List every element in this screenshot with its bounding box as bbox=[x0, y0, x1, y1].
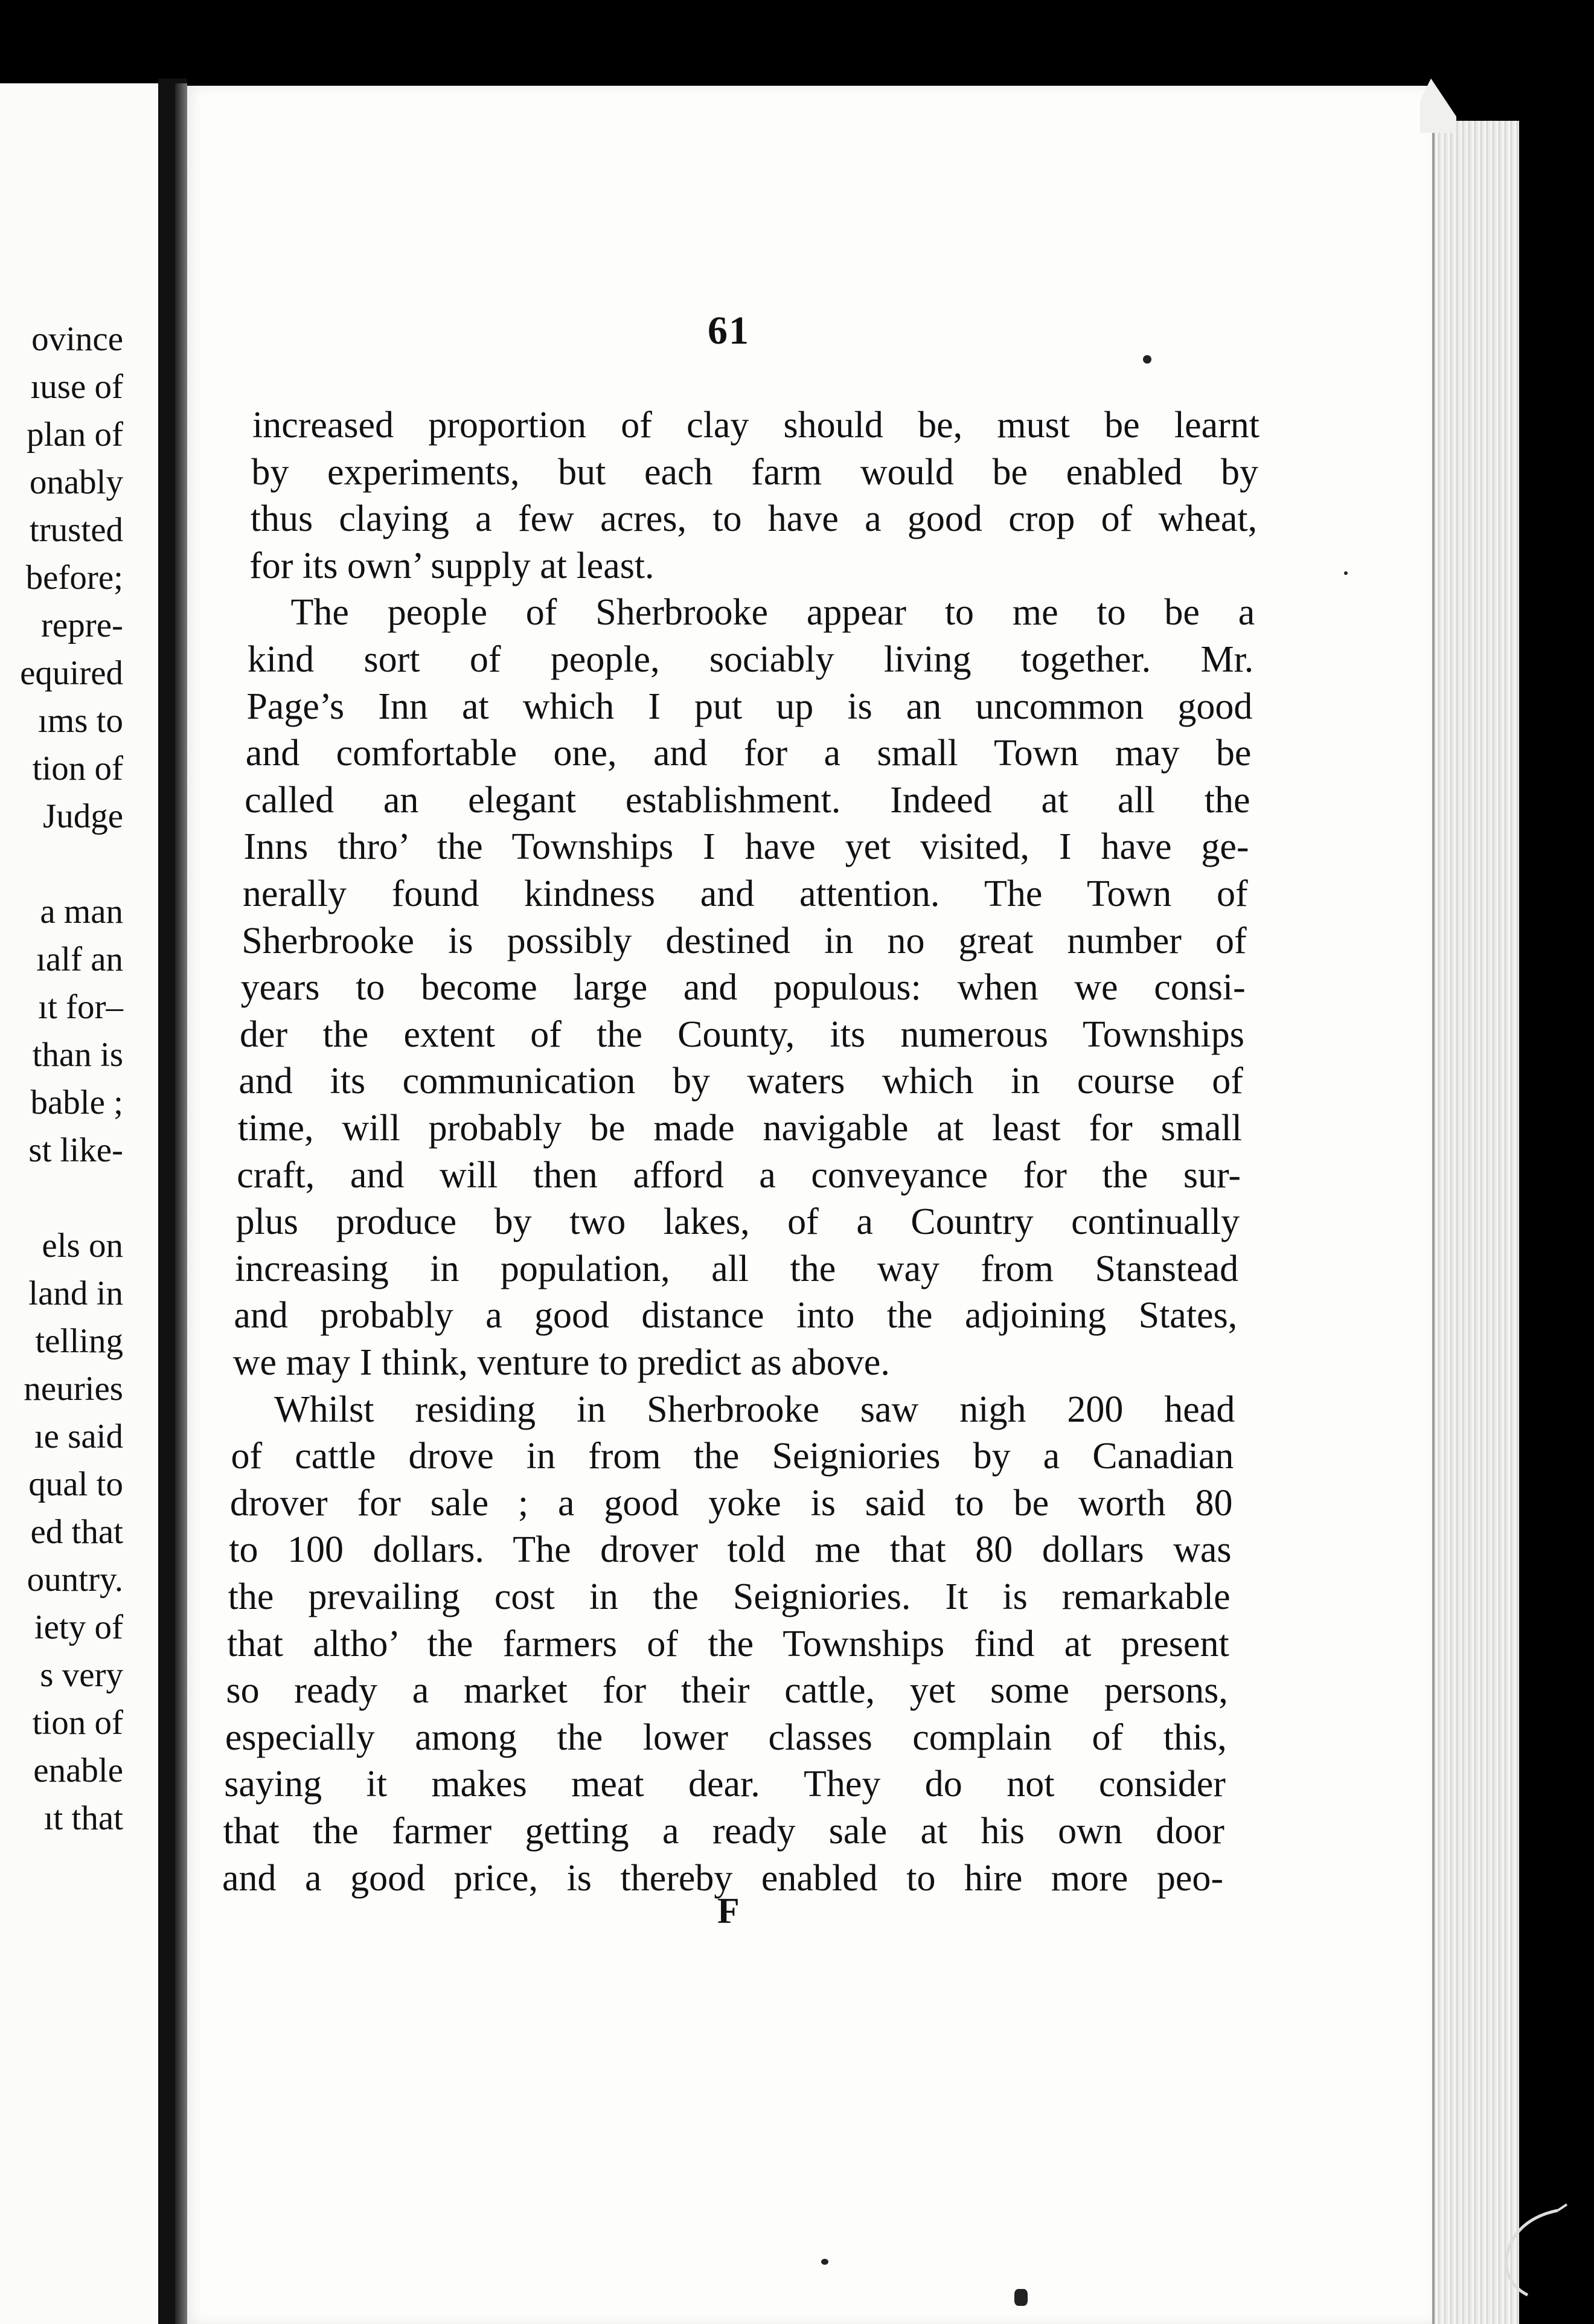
left-page-line: neuries bbox=[24, 1370, 123, 1408]
left-page-line: ovince bbox=[31, 320, 123, 358]
left-page-line: trusted bbox=[29, 511, 123, 549]
body-text-line: Whilst residing in Sherbrooke saw nigh 200 head bbox=[274, 1388, 1235, 1430]
ink-speck bbox=[821, 2259, 828, 2265]
body-text-line: increased proportion of clay should be, must be learnt bbox=[252, 405, 1260, 446]
left-page-line: ıms to bbox=[38, 702, 123, 740]
page-edges bbox=[1432, 121, 1519, 2324]
left-page-line: than is bbox=[32, 1036, 123, 1074]
left-page-line: telling bbox=[35, 1322, 123, 1360]
body-text-line: called an elegant establishment. Indeed at all the bbox=[245, 779, 1250, 821]
left-page-line: els on bbox=[42, 1227, 123, 1265]
left-page-line: qual to bbox=[28, 1465, 123, 1503]
gutter-shadow bbox=[175, 83, 187, 2324]
ink-speck bbox=[1344, 571, 1348, 575]
left-page-line: repre- bbox=[40, 606, 123, 644]
left-page-line: tion of bbox=[32, 750, 123, 788]
body-text-line: increasing in population, all the way from Stanstead bbox=[234, 1248, 1239, 1289]
left-page-line: st like- bbox=[28, 1131, 123, 1169]
body-text-line: The people of Sherbrooke appear to me to be a bbox=[290, 592, 1255, 634]
left-page-line: equired bbox=[20, 654, 123, 692]
ink-speck bbox=[1143, 355, 1151, 364]
body-text-line: the prevailing cost in the Seigniories. It is remarkable bbox=[228, 1576, 1231, 1617]
body-text-line: Inns thro’ the Townships I have yet visited, I have ge- bbox=[243, 826, 1249, 868]
left-page-line: a man bbox=[40, 893, 123, 931]
left-page-line: before; bbox=[25, 559, 123, 597]
body-text-line: Sherbrooke is possibly destined in no great number of bbox=[242, 920, 1247, 961]
body-text-line: time, will probably be made navigable at least for small bbox=[237, 1108, 1242, 1149]
left-page-line: bable ; bbox=[30, 1083, 123, 1122]
body-text-line: and its communication by waters which in course of bbox=[238, 1061, 1243, 1102]
body-text-line: drover for sale ; a good yoke is said to be worth 80 bbox=[229, 1482, 1233, 1524]
left-page-line: ıuse of bbox=[30, 368, 123, 406]
body-text-line: for its own’ supply at least. bbox=[249, 545, 655, 586]
body-text-line: kind sort of people, sociably living together. Mr. bbox=[247, 639, 1254, 680]
left-page-line: s very bbox=[40, 1656, 123, 1694]
left-page-line: ıt that bbox=[43, 1799, 123, 1837]
body-text-line: plus produce by two lakes, of a Country continually bbox=[235, 1201, 1240, 1243]
body-text-line: so ready a market for their cattle, yet some persons, bbox=[226, 1670, 1228, 1712]
left-page-line: ıalf an bbox=[36, 940, 123, 978]
signature-mark: F bbox=[717, 1891, 740, 1931]
body-text-line: to 100 dollars. The drover told me that 80 dollars was bbox=[229, 1529, 1232, 1571]
body-text-line: that the farmer getting a ready sale at his own door bbox=[223, 1811, 1224, 1852]
left-page-line: tion of bbox=[32, 1704, 123, 1742]
body-text-line: and probably a good distance into the adjoining States, bbox=[234, 1295, 1238, 1337]
body-text-line: by experiments, but each farm would be enabled by bbox=[251, 451, 1259, 493]
body-text-line: and comfortable one, and for a small Town may be bbox=[245, 733, 1252, 774]
body-text-line: thus claying a few acres, to have a good crop of wheat, bbox=[250, 498, 1258, 540]
body-text-line: nerally found kindness and attention. The Town of bbox=[242, 873, 1248, 914]
left-page-line: plan of bbox=[27, 416, 123, 454]
left-page-line: land in bbox=[28, 1274, 123, 1312]
body-text-line: we may I think, venture to predict as above. bbox=[232, 1342, 890, 1383]
body-text-line: craft, and will then afford a conveyance for the sur- bbox=[237, 1154, 1241, 1196]
ink-speck bbox=[1014, 2289, 1028, 2306]
body-text-line: years to become large and populous: when we consi- bbox=[240, 967, 1246, 1009]
left-facing-page bbox=[0, 83, 158, 2324]
body-text-line: der the extent of the County, its numerous Townships bbox=[240, 1013, 1244, 1055]
left-page-line: onably bbox=[29, 463, 123, 501]
body-text-line: and a good price, is thereby enabled to hire more peo- bbox=[222, 1857, 1223, 1899]
body-text-line: that altho’ the farmers of the Townships find at present bbox=[227, 1623, 1229, 1664]
left-page-line: ed that bbox=[30, 1513, 123, 1551]
left-page-line: enable bbox=[33, 1751, 123, 1790]
left-page-line: Judge bbox=[43, 797, 123, 835]
left-page-line: ountry. bbox=[27, 1561, 123, 1599]
body-text-line: saying it makes meat dear. They do not consider bbox=[224, 1764, 1226, 1805]
body-text-line: especially among the lower classes complain of this, bbox=[225, 1716, 1227, 1758]
left-page-line: iety of bbox=[34, 1608, 123, 1646]
page-number: 61 bbox=[708, 309, 750, 353]
pencil-mark bbox=[1491, 2198, 1570, 2301]
left-page-line: ıt for– bbox=[38, 988, 123, 1026]
left-page-line: ıe said bbox=[34, 1417, 123, 1456]
body-text-line: Page’s Inn at which I put up is an uncommon good bbox=[246, 685, 1253, 727]
body-text-line: of cattle drove in from the Seigniories by a Canadian bbox=[231, 1436, 1234, 1477]
